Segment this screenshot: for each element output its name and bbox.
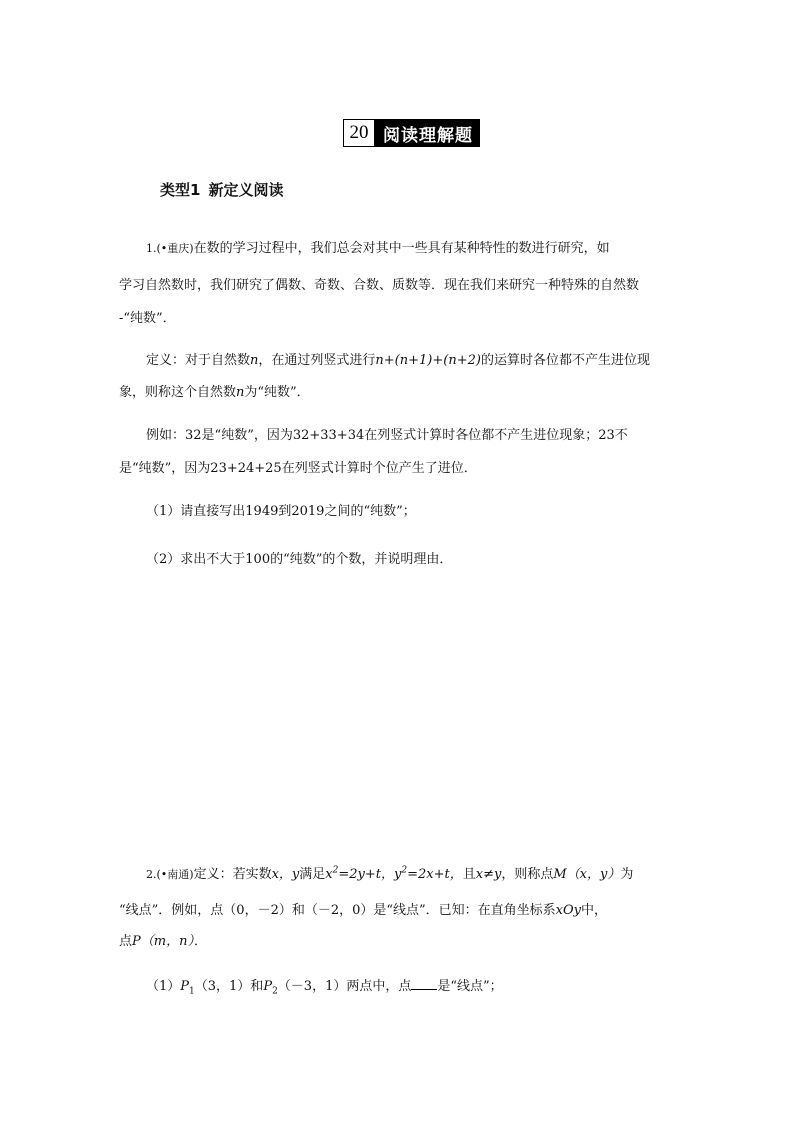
q2-part-1 bbox=[146, 977, 503, 996]
eq2-base: y bbox=[394, 867, 402, 882]
q1-line-2: 学习自然数时，我们研究了偶数、奇数、合数、质数等．现在我们来研究一种特殊的自然数 bbox=[119, 278, 640, 293]
q1-definition-2 bbox=[119, 384, 310, 402]
def2-text-a: 象，则称这个自然数 bbox=[119, 385, 237, 400]
q2-neq: x≠y bbox=[475, 867, 502, 882]
q2-line-2 bbox=[119, 902, 607, 920]
q2-text-line3a: 点 bbox=[119, 934, 133, 949]
q2-part1-b: （3，1）和 bbox=[194, 979, 264, 994]
eq1-exp: 2 bbox=[332, 865, 339, 876]
point-p1-sub: 1 bbox=[189, 986, 195, 997]
def-text-a: 定义：对于自然数 bbox=[146, 353, 251, 368]
q2-text-line3b: ． bbox=[193, 934, 207, 949]
section-label: 类型1 bbox=[160, 181, 201, 199]
eq1-rest: =2y+t， bbox=[338, 867, 394, 882]
point-p2-sub: 2 bbox=[272, 986, 278, 997]
q2-text-e: 为 bbox=[620, 867, 634, 882]
q2-part1-c: （－3，1）两点中，点 bbox=[277, 979, 412, 994]
eq2-exp: 2 bbox=[401, 865, 408, 876]
q1-example-2: 是“纯数”，因为23+24+25在列竖式计算时个位产生了进位． bbox=[119, 461, 477, 476]
chapter-title bbox=[343, 119, 480, 147]
q1-line-1 bbox=[146, 240, 610, 258]
chapter-number: 20 bbox=[344, 120, 375, 146]
def-expression: n+(n+1)+(n+2) bbox=[375, 353, 481, 368]
section-heading bbox=[160, 179, 291, 200]
q2-text-c: 且 bbox=[462, 867, 476, 882]
q2-point-m: M（x，y） bbox=[553, 867, 621, 882]
q2-eq-2 bbox=[394, 867, 463, 882]
q2-number: 2. bbox=[146, 868, 157, 881]
q2-source: (•南通) bbox=[156, 868, 194, 881]
def2-text-b: 为“纯数”． bbox=[244, 385, 310, 400]
var-n: n bbox=[250, 353, 259, 368]
q2-eq-1 bbox=[325, 867, 394, 882]
point-p2: P bbox=[263, 979, 273, 994]
q1-text-1: 在数的学习过程中，我们总会对其中一些具有某种特性的数进行研究，如 bbox=[193, 241, 610, 256]
def-text-c: 的运算时各位都不产生进位现 bbox=[480, 353, 650, 368]
q2-text-a: 定义：若实数 bbox=[193, 867, 272, 882]
point-p1: P bbox=[180, 979, 190, 994]
var-n-2: n bbox=[236, 385, 245, 400]
q2-text-line2: “线点”．例如，点（0，－2）和（－2，0）是“线点”．已知：在直角坐标系 bbox=[119, 903, 556, 918]
chapter-name: 阅读理解题 bbox=[375, 120, 479, 146]
q1-part-1: （1）请直接写出1949到2019之间的“纯数”； bbox=[146, 504, 416, 519]
q1-part-2: （2）求出不大于100的“纯数”的个数，并说明理由． bbox=[146, 552, 453, 567]
q2-xoy: xOy bbox=[555, 903, 582, 918]
q1-line-3: -“纯数”． bbox=[119, 311, 176, 326]
q2-text-line2-end: 中， bbox=[581, 903, 608, 918]
q2-text-b: 满足 bbox=[299, 867, 326, 882]
q2-point-p: P（m，n） bbox=[132, 934, 194, 949]
eq2-rest: =2x+t， bbox=[407, 867, 463, 882]
q1-definition-1 bbox=[146, 352, 650, 370]
def-text-b: ，在通过列竖式进行 bbox=[258, 353, 376, 368]
q2-line-3 bbox=[119, 933, 207, 951]
q1-source: (•重庆) bbox=[156, 242, 194, 255]
q2-part1-a: （1） bbox=[146, 979, 181, 994]
q1-example-1: 例如：32是“纯数”，因为32+33+34在列竖式计算时各位都不产生进位现象；23不 bbox=[146, 428, 628, 443]
answer-blank[interactable] bbox=[411, 977, 437, 990]
q2-line-1 bbox=[146, 866, 633, 884]
q1-number: 1. bbox=[146, 242, 157, 255]
q2-part1-d: 是“线点”； bbox=[437, 979, 503, 994]
q2-vars-xy: x，y bbox=[271, 867, 300, 882]
eq1-base: x bbox=[325, 867, 333, 882]
q2-text-d: ，则称点 bbox=[501, 867, 554, 882]
section-name: 新定义阅读 bbox=[208, 181, 284, 199]
